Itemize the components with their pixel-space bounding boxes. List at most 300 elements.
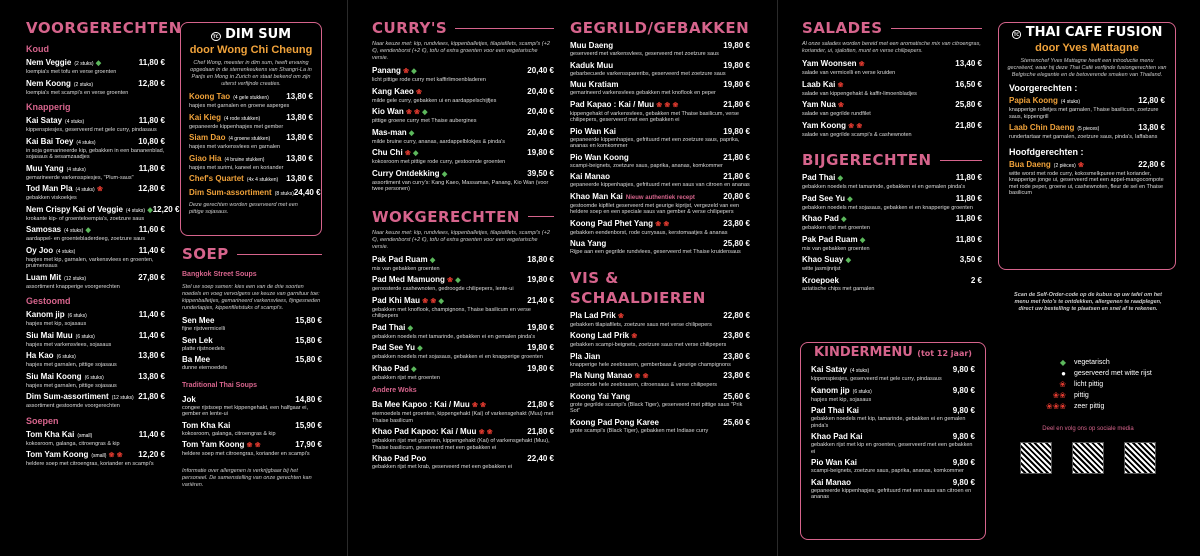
menu-item-price: 13,80 €: [286, 153, 313, 163]
menu-item: [811, 365, 975, 376]
menu-item-price: 11,60 €: [138, 225, 165, 234]
menu-item-title: Khao Pad Kai: [811, 432, 863, 441]
menu-item: [189, 174, 313, 185]
menu-item: [372, 427, 554, 438]
menu-item-title: Chef's Quartet: [189, 174, 244, 183]
menu-item-name: [189, 174, 278, 185]
menu-item-price: 15,90 €: [295, 420, 322, 430]
chili-icon: ❀: [416, 88, 422, 96]
menu-item-title: Nem Crispy Kai of Veggie: [26, 204, 123, 214]
menu-item-name: [26, 430, 92, 441]
menu-item: [372, 255, 554, 266]
leaf-icon: ◆: [417, 345, 423, 352]
menu-item-title: Chu Chi: [372, 148, 403, 157]
menu-item-title: Khao Pad Poo: [372, 454, 427, 463]
menu-item: [372, 148, 554, 159]
menu-item-price: 21,80 €: [723, 172, 750, 181]
menu-item-name: [372, 400, 486, 411]
menu-item-desc: milde bruine curry, ananas, aardappelblokjes & pinda's: [372, 138, 506, 145]
menu-item-title: Yam Koong: [802, 120, 847, 130]
col-soep: [182, 244, 322, 489]
menu-item-desc: gebakken rijst met krab, geserveerd met een gebakken ei: [372, 464, 513, 470]
legend-label: vegetarisch: [1074, 359, 1110, 366]
menu-item-price: 25,80 €: [955, 100, 982, 109]
menu-item-name: [189, 92, 269, 103]
menu-item-title: Tod Man Pla: [26, 184, 73, 193]
menu-item-name: [802, 59, 865, 70]
menu-item: [570, 61, 750, 71]
menu-item-price: 19,80 €: [527, 363, 554, 373]
menu-item-price: 11,80 €: [955, 173, 982, 182]
menu-item-price: 15,80 €: [295, 316, 322, 325]
menu-item-desc: gestoomde hele zeebrasem, citroensaus & verse chilipepers: [570, 382, 718, 388]
menu-item: [26, 204, 180, 216]
menu-item-title: Oy Joo: [26, 245, 54, 255]
menu-item-price: 9,80 €: [952, 385, 975, 395]
menu-item-desc: gebakken rijst met groenten: [802, 225, 870, 231]
menu-item-price: 21,80 €: [723, 99, 750, 109]
menu-item-desc: pittige groene curry met Thaise aubergines: [372, 118, 477, 124]
legend-label: zeer pittig: [1074, 403, 1105, 410]
salades-intro: Al onze salades worden bereid met een aromatische mix van citroengras, koriander, ui, sjalotten, munt en verse chilipepers.: [802, 41, 981, 54]
menu-item: [182, 421, 322, 431]
menu-item-title: Dim Sum-assortiment: [26, 392, 109, 401]
menu-item-title: Bua Daeng: [1009, 159, 1051, 169]
menu-item-price: 14,80 €: [295, 394, 322, 404]
menu-item-name: [26, 450, 123, 461]
menu-item-desc: dunne eiernoedels: [182, 365, 228, 371]
soep-sub1: Bangkok Street Soups: [182, 271, 257, 278]
menu-item-title: Mas-man: [372, 127, 407, 137]
menu-item-note: (6 stuks): [67, 313, 87, 319]
menu-item-price: 13,40 €: [955, 59, 982, 68]
menu-item-title: Kai Manao: [811, 477, 852, 487]
menu-item: [372, 275, 554, 286]
menu-item-note: (4 gele stukken): [233, 95, 269, 101]
fusion-items2: [1009, 160, 1165, 197]
menu-item-note: (4 groene stukken): [228, 136, 271, 142]
chili-icon: ❀: [1059, 380, 1066, 389]
menu-item-desc: mix van gebakken groenten: [372, 265, 440, 272]
fusion-box: [998, 22, 1176, 270]
menu-item: [182, 336, 322, 346]
menu-item-name: [189, 188, 294, 199]
menu-item-name: [570, 153, 629, 163]
menu-item-desc: knapperige hele zeebrasem, gemberbaas & geurige champignons: [570, 361, 731, 368]
menu-item-name: [802, 80, 843, 91]
menu-item-name: [182, 336, 213, 346]
menu-item-name: [570, 311, 624, 322]
chili-icon: ❀: [634, 373, 641, 380]
menu-item-price: 13,80 €: [286, 112, 313, 122]
menu-item-name: [26, 225, 91, 236]
chili-icon: ❀: [618, 312, 624, 320]
menu-item: [811, 432, 975, 442]
menu-item: [570, 352, 750, 362]
kindermenu-title: KINDERMENU (tot 12 jaar): [814, 345, 972, 360]
menu-item-desc: hapjes met varkensvlees en garnalen: [189, 144, 281, 150]
menu-item-desc: gebakken noedels met sojasaus, gebakken ei en knapperige groenten: [372, 354, 543, 360]
menu-item: [802, 80, 982, 91]
menu-item-price: 39,50 €: [527, 168, 554, 178]
leaf-icon: ◆: [429, 256, 436, 264]
menu-item-title: Siu Mai Muu: [26, 330, 73, 340]
menu-item-name: [1009, 123, 1099, 134]
qr-code-instagram[interactable]: [1072, 442, 1104, 474]
menu-item-name: [26, 351, 76, 362]
qr-code-tiktok[interactable]: [1124, 442, 1156, 474]
fusion-sub2: Hoofdgerechten :: [1009, 146, 1084, 157]
menu-item-note: (8 stuks): [274, 191, 294, 197]
menu-item-title: Ba Mee: [182, 355, 211, 364]
menu-item-price: 13,80 €: [286, 92, 313, 101]
menu-item-price: 11,40 €: [138, 330, 165, 340]
chili-icon: ❀❀: [1052, 391, 1066, 400]
menu-item: [189, 113, 313, 124]
menu-item-price: 22,40 €: [527, 454, 554, 463]
chili-icon: ❀❀❀: [1046, 402, 1067, 411]
menu-item: [1009, 123, 1165, 134]
menu-item-name: [802, 276, 839, 286]
menu-item-name: [372, 148, 418, 159]
leaf-icon: ◆: [422, 109, 428, 116]
menu-item-desc: grote scampi's (Black Tiger), gebakken met Indiase curry: [570, 427, 709, 434]
menu-item-desc: assortiment van curry's: Kang Kaeo, Massaman, Panang, Kio Wan (voor twee personen): [372, 179, 549, 192]
menu-item: [26, 450, 165, 461]
menu-item-note: (4 stuks): [75, 187, 95, 193]
menu-item-title: Pad Med Mamuong: [372, 275, 445, 284]
menu-item-name: [189, 154, 264, 165]
menu-item-note: (2 pièces): [1053, 162, 1076, 169]
chili-icon: ❀: [837, 81, 844, 89]
legend-row: [1046, 368, 1166, 379]
col-voorgerechten: [26, 0, 182, 468]
menu-item-desc: hapjes met varkensvlees, sojasaus: [26, 341, 112, 348]
menu-item-title: Kai Bai Toey: [26, 136, 74, 146]
menu-item-desc: hapjes met kip, garnalen, varkensvlees en groenten, pruimensaus: [26, 256, 154, 269]
chili-icon: ❀: [656, 101, 663, 109]
menu-item: [811, 458, 975, 468]
menu-item-price: 13,80 €: [138, 371, 165, 381]
menu-item-price: 23,80 €: [723, 218, 750, 228]
menu-item-price: 17,90 €: [295, 440, 322, 449]
menu-item-name: [26, 246, 75, 257]
menu-item-desc: gestoomde kipfilet geserveerd met geurige kiprijst, vergezeld van een heldere soep en een speciale saus van gember & verse chilipepers: [570, 202, 740, 215]
grill-items: [570, 41, 750, 256]
menu-item: [26, 392, 165, 403]
menu-item-desc: gepaneerde kippenhapjes met gember: [189, 123, 284, 130]
menu-item-name: [372, 66, 417, 77]
menu-item: [372, 66, 554, 77]
menu-item-desc: eiernoedels met groenten, kippengehakt (Kai) of varkensgehakt (Muu) met Thaise basilicum: [372, 411, 554, 424]
menu-item: [570, 219, 750, 230]
qr-codes: [1010, 442, 1166, 474]
menu-item-title: Kai Manao: [570, 172, 611, 181]
chili-icon: ❀: [838, 102, 844, 109]
menu-item-price: 20,40 €: [527, 86, 554, 96]
menu-item: [570, 127, 750, 137]
chili-icon: ❀: [116, 452, 123, 459]
menu-item-price: 11,40 €: [138, 429, 165, 439]
menu-item-title: Pak Pad Ruam: [372, 254, 428, 264]
menu-item-price: 11,80 €: [138, 163, 165, 173]
menu-item-price: 15,80 €: [295, 335, 322, 345]
fusion-intro: Sterrenchef Yves Mattagne heeft een introductie menu gecreëerd, waar hij deze Thai Café verfijnde fusiongerechten van Belgische elegantie en de betoverende smaken van Thailand.: [1007, 58, 1167, 78]
menu-item-title: Koong Yai Yang: [570, 391, 631, 401]
menu-item-desc: kokosroom, galanga, citroengras & kip: [26, 440, 120, 447]
fusion-sub1: Voorgerechten :: [1009, 83, 1078, 93]
menu-item-name: [811, 386, 872, 397]
menu-item-price: 23,80 €: [723, 351, 750, 361]
chili-icon: ❀: [254, 442, 261, 449]
menu-item-price: 12,80 €: [1138, 96, 1165, 105]
menu-item-name: [26, 164, 86, 175]
menu-item: [372, 364, 554, 375]
wok-sub: Andere Woks: [372, 387, 417, 394]
menu-item: [26, 225, 165, 236]
menu-item-note: (4 stuks): [76, 139, 96, 146]
menu-item-price: 23,80 €: [723, 331, 750, 340]
menu-item-desc: scampi-beignets, zoetzure saus, paprika, ananas, komkommer: [811, 468, 964, 474]
menu-item-desc: gemarineerde varkensspiesjes, "Plum-saus": [26, 174, 134, 181]
menu-item-note: (4 stuks): [56, 248, 76, 255]
menu-item: [372, 323, 554, 334]
menu-item-name: [26, 79, 93, 90]
menu-item-title: Pla Lad Prik: [570, 310, 616, 320]
menu-item-price: 20,40 €: [527, 66, 554, 75]
menu-item-desc: witte worst met rode curry, kokosmelkpuree met koriander, knapperige jonge ui, geserveerd met een appel-mangocompote met rode peper, groene ui, cashewnoten, fleur de sel en Thaise basilicum: [1009, 170, 1164, 196]
section-title-vis: VIS & SCHAALDIEREN: [570, 268, 706, 307]
menu-item-desc: loempia's met tofu en verse groenten: [26, 69, 117, 75]
menu-item-note: (4x 4 stukken): [246, 177, 279, 183]
menu-item-name: [182, 355, 210, 365]
menu-item-title: Pio Wan Kai: [811, 458, 857, 467]
menu-item-title: Pad Khi Mau: [372, 295, 421, 305]
menu-item-title: Pad Thai: [372, 322, 406, 332]
fusion-subtitle: door Yves Mattagne: [1035, 42, 1139, 54]
menu-item-name: [182, 421, 230, 431]
wok-items2: [372, 400, 554, 471]
menu-item-name: [570, 239, 606, 249]
menu-item-name: [372, 427, 493, 438]
menu-item-desc: scampi-beignets, zoetzure saus, paprika, ananas, komkommer: [570, 162, 723, 169]
menu-item-title: Panang: [372, 66, 401, 75]
menu-item-price: 13,80 €: [1138, 123, 1165, 132]
menu-item-price: 22,80 €: [723, 310, 750, 320]
menu-item-desc: kippenspiesjes, geserveerd met gele curry, pindasaus: [811, 376, 942, 382]
menu-item-price: 25,60 €: [723, 391, 750, 401]
menu-item-name: [372, 275, 461, 286]
menu-item-title: Nem Veggie: [26, 58, 72, 67]
menu-item-title: Ha Kao: [26, 351, 54, 360]
menu-item-price: 12,80 €: [138, 78, 165, 88]
menu-item-price: 19,80 €: [527, 275, 554, 284]
menu-item-name: [26, 205, 153, 216]
menu-item: [26, 430, 165, 441]
menu-item: [802, 121, 982, 132]
dimsum-subtitle: door Wong Chi Cheung: [189, 44, 313, 56]
qr-code-facebook[interactable]: [1020, 442, 1052, 474]
dimsum-footnote: Deze gerechten worden geserveerd met een pittige sojasaus.: [189, 202, 298, 215]
menu-item-desc: hapjes met garnalen en groene asperges: [189, 103, 290, 109]
menu-item-desc: hapjes met garnalen, pittige sojasaus: [26, 362, 117, 368]
menu-item-price: 13,80 €: [286, 174, 313, 183]
leaf-icon: ◆: [441, 170, 448, 178]
menu-item: [1009, 160, 1165, 171]
menu-item-title: Koong Lad Prik: [570, 331, 630, 340]
dimsum-box: [180, 22, 322, 236]
legend-row: [1046, 357, 1166, 368]
wok-items: [372, 255, 554, 382]
menu-item-title: Pak Pad Ruam: [802, 234, 858, 244]
menu-item-name: [26, 137, 96, 148]
leaf-icon: ◆: [411, 68, 417, 75]
menu-item-price: 25,80 €: [723, 239, 750, 248]
fusion-title: TC THAI CAFE FUSION: [1013, 25, 1163, 40]
menu-item-title: Koong Pad Phet Yang: [570, 218, 653, 228]
menu-item-note: (4 bruine stukken): [224, 156, 265, 163]
leaf-icon: ◆: [859, 236, 866, 244]
menu-item-desc: aardappel- en groentebladerdeeg, zoetzure saus: [26, 236, 145, 242]
menu-item-desc: congee rijstsoep met kippengehakt, een halfgaar ei, gember en lente-ui: [182, 404, 308, 417]
menu-item-note: (small): [77, 432, 93, 439]
menu-item-price: 21,80 €: [527, 400, 554, 409]
menu-item-name: [802, 255, 851, 266]
menu-item-name: [570, 352, 600, 362]
menu-item: [182, 440, 322, 451]
fold-line: [347, 0, 348, 556]
menu-item-name: [802, 100, 844, 111]
chili-icon: ❀: [480, 402, 487, 409]
menu-item: [372, 343, 554, 354]
menu-item: [372, 296, 554, 307]
fold-line-2: [777, 0, 778, 556]
menu-item: [802, 235, 982, 246]
rice-bowl-icon: ●: [1061, 369, 1066, 378]
menu-item-price: 11,80 €: [138, 116, 165, 125]
menu-item-note: (2 stuks): [73, 81, 94, 88]
menu-item-desc: in soja gemarineerde kip, gebakken in een bananenblad, sojasaus & sesamzaadjes: [26, 147, 165, 160]
chili-icon: ❀: [848, 122, 855, 130]
menu-item-price: 9,80 €: [952, 477, 975, 487]
menu-item-price: 11,40 €: [138, 310, 165, 319]
menu-item: [570, 172, 750, 182]
section-title-voorgerechten: VOORGERECHTEN: [26, 19, 182, 37]
menu-item-price: 11,80 €: [138, 58, 165, 67]
leaf-icon: ◆: [847, 195, 853, 203]
chili-icon: ❀: [414, 109, 420, 116]
subsection-title: Gestoomd: [26, 296, 71, 306]
menu-item-title: Yam Nua: [802, 100, 836, 109]
menu-item-name: [811, 458, 857, 468]
chili-icon: ❀: [246, 442, 253, 449]
menu-item-title: Pad Kapao : Kai / Muu: [570, 99, 655, 109]
menu-item-name: [811, 432, 863, 442]
menu-item-note: (5 pieces): [1077, 126, 1100, 132]
menu-item-desc: assortiment gestoomde voorgerechten: [26, 403, 120, 409]
chili-icon: ❀: [403, 68, 410, 75]
menu-item-name: [811, 365, 869, 376]
leaf-icon: ◆: [845, 257, 851, 264]
menu-item-price: 10,80 €: [138, 136, 165, 146]
section-title-grill: GEGRILD/GEBAKKEN: [570, 19, 750, 37]
chili-icon: ❀: [96, 186, 103, 193]
menu-item: [1009, 96, 1165, 107]
chili-icon: ❀: [856, 122, 863, 130]
menu-item-name: [802, 194, 853, 205]
menu-item-title: Pad See Yu: [802, 193, 845, 203]
menu-item-name: [570, 100, 678, 111]
subsection-title: Soepen: [26, 415, 59, 426]
menu-item-title: Tom Kha Kai: [182, 420, 231, 430]
menu-item-name: [372, 87, 422, 98]
menu-item-name: [570, 192, 695, 203]
menu-item-price: 25,60 €: [723, 417, 750, 427]
chili-icon: ❀: [430, 297, 437, 305]
menu-item-desc: gebakken rijst met groenten: [372, 374, 440, 381]
menu-item: [182, 355, 322, 365]
menu-item-name: [372, 107, 428, 118]
menu-item: [26, 351, 165, 362]
menu-item-desc: licht pittige rode curry met kaffirlimoenbladeren: [372, 77, 486, 83]
menu-item-name: [372, 364, 417, 375]
menu-item: [182, 316, 322, 326]
menu-item-desc: loempia's met scampi's en verse groenten: [26, 89, 129, 96]
menu-item: [372, 169, 554, 180]
menu-item-price: 20,80 €: [723, 191, 750, 201]
menu-item-price: 22,80 €: [1138, 159, 1165, 169]
menu-item-note: (6 stuks): [75, 333, 95, 340]
menu-item-desc: gepaneerde kippenhapjes, gefrituurd met een saus van citroen en ananas: [570, 182, 750, 188]
menu-item-price: 12,80 €: [138, 184, 165, 193]
menu-item: [372, 454, 554, 464]
social-text: Deel en volg ons op sociale media: [1042, 426, 1134, 432]
menu-item-title: Koong Tao: [189, 92, 231, 101]
menu-item-name: [372, 343, 423, 354]
chili-icon: ❀: [858, 61, 865, 68]
menu-item-title: Samosas: [26, 225, 62, 234]
menu-item: [570, 418, 750, 428]
menu-item-note: (6 stuks): [56, 354, 76, 360]
menu-item-desc: gepaneerde kippenhapjes, gefrituurd met een saus van citroen en ananas: [811, 487, 972, 500]
menu-item-note: (4 stuks): [1060, 99, 1081, 105]
menu-item-price: 19,80 €: [723, 80, 750, 89]
menu-item-name: [802, 235, 865, 246]
menu-item-name: [189, 113, 260, 124]
menu-item-name: [26, 392, 134, 403]
menu-item-title: Siam Dao: [189, 133, 226, 142]
col-curry-wok: [372, 0, 554, 471]
menu-item-price: 21,80 €: [138, 392, 165, 401]
menu-item: [26, 372, 165, 383]
menu-item-desc: geserveerd met varkensvlees, geserveerd met zoetzure saus: [570, 51, 719, 57]
menu-item-desc: heldere soep met citroengras, koriander en scampi's: [26, 461, 154, 467]
fusion-items1: [1009, 96, 1165, 141]
menu-item-desc: hapjes met surimi, kaneel en koriander: [189, 164, 284, 171]
menu-item: [811, 478, 975, 488]
menu-item-name: [570, 41, 613, 51]
leaf-icon: ◆: [147, 206, 153, 214]
chili-icon: ❀: [108, 452, 115, 459]
menu-item-name: [570, 331, 637, 342]
menu-item-note: (6 stuks): [84, 374, 104, 381]
menu-item-desc: gebakken noedels met kip, tamarinde, gebakken ei en gemalen pinda's: [811, 416, 966, 429]
menu-item-desc: salade van gegrilde rundfilet: [802, 111, 871, 117]
menu-item-price: 12,20 €: [152, 204, 180, 214]
legend-label: pittig: [1074, 392, 1089, 399]
menu-item-desc: platte rijstnoedels: [182, 345, 225, 352]
menu-item-desc: salade van vermicelli en verse kruiden: [802, 70, 896, 76]
